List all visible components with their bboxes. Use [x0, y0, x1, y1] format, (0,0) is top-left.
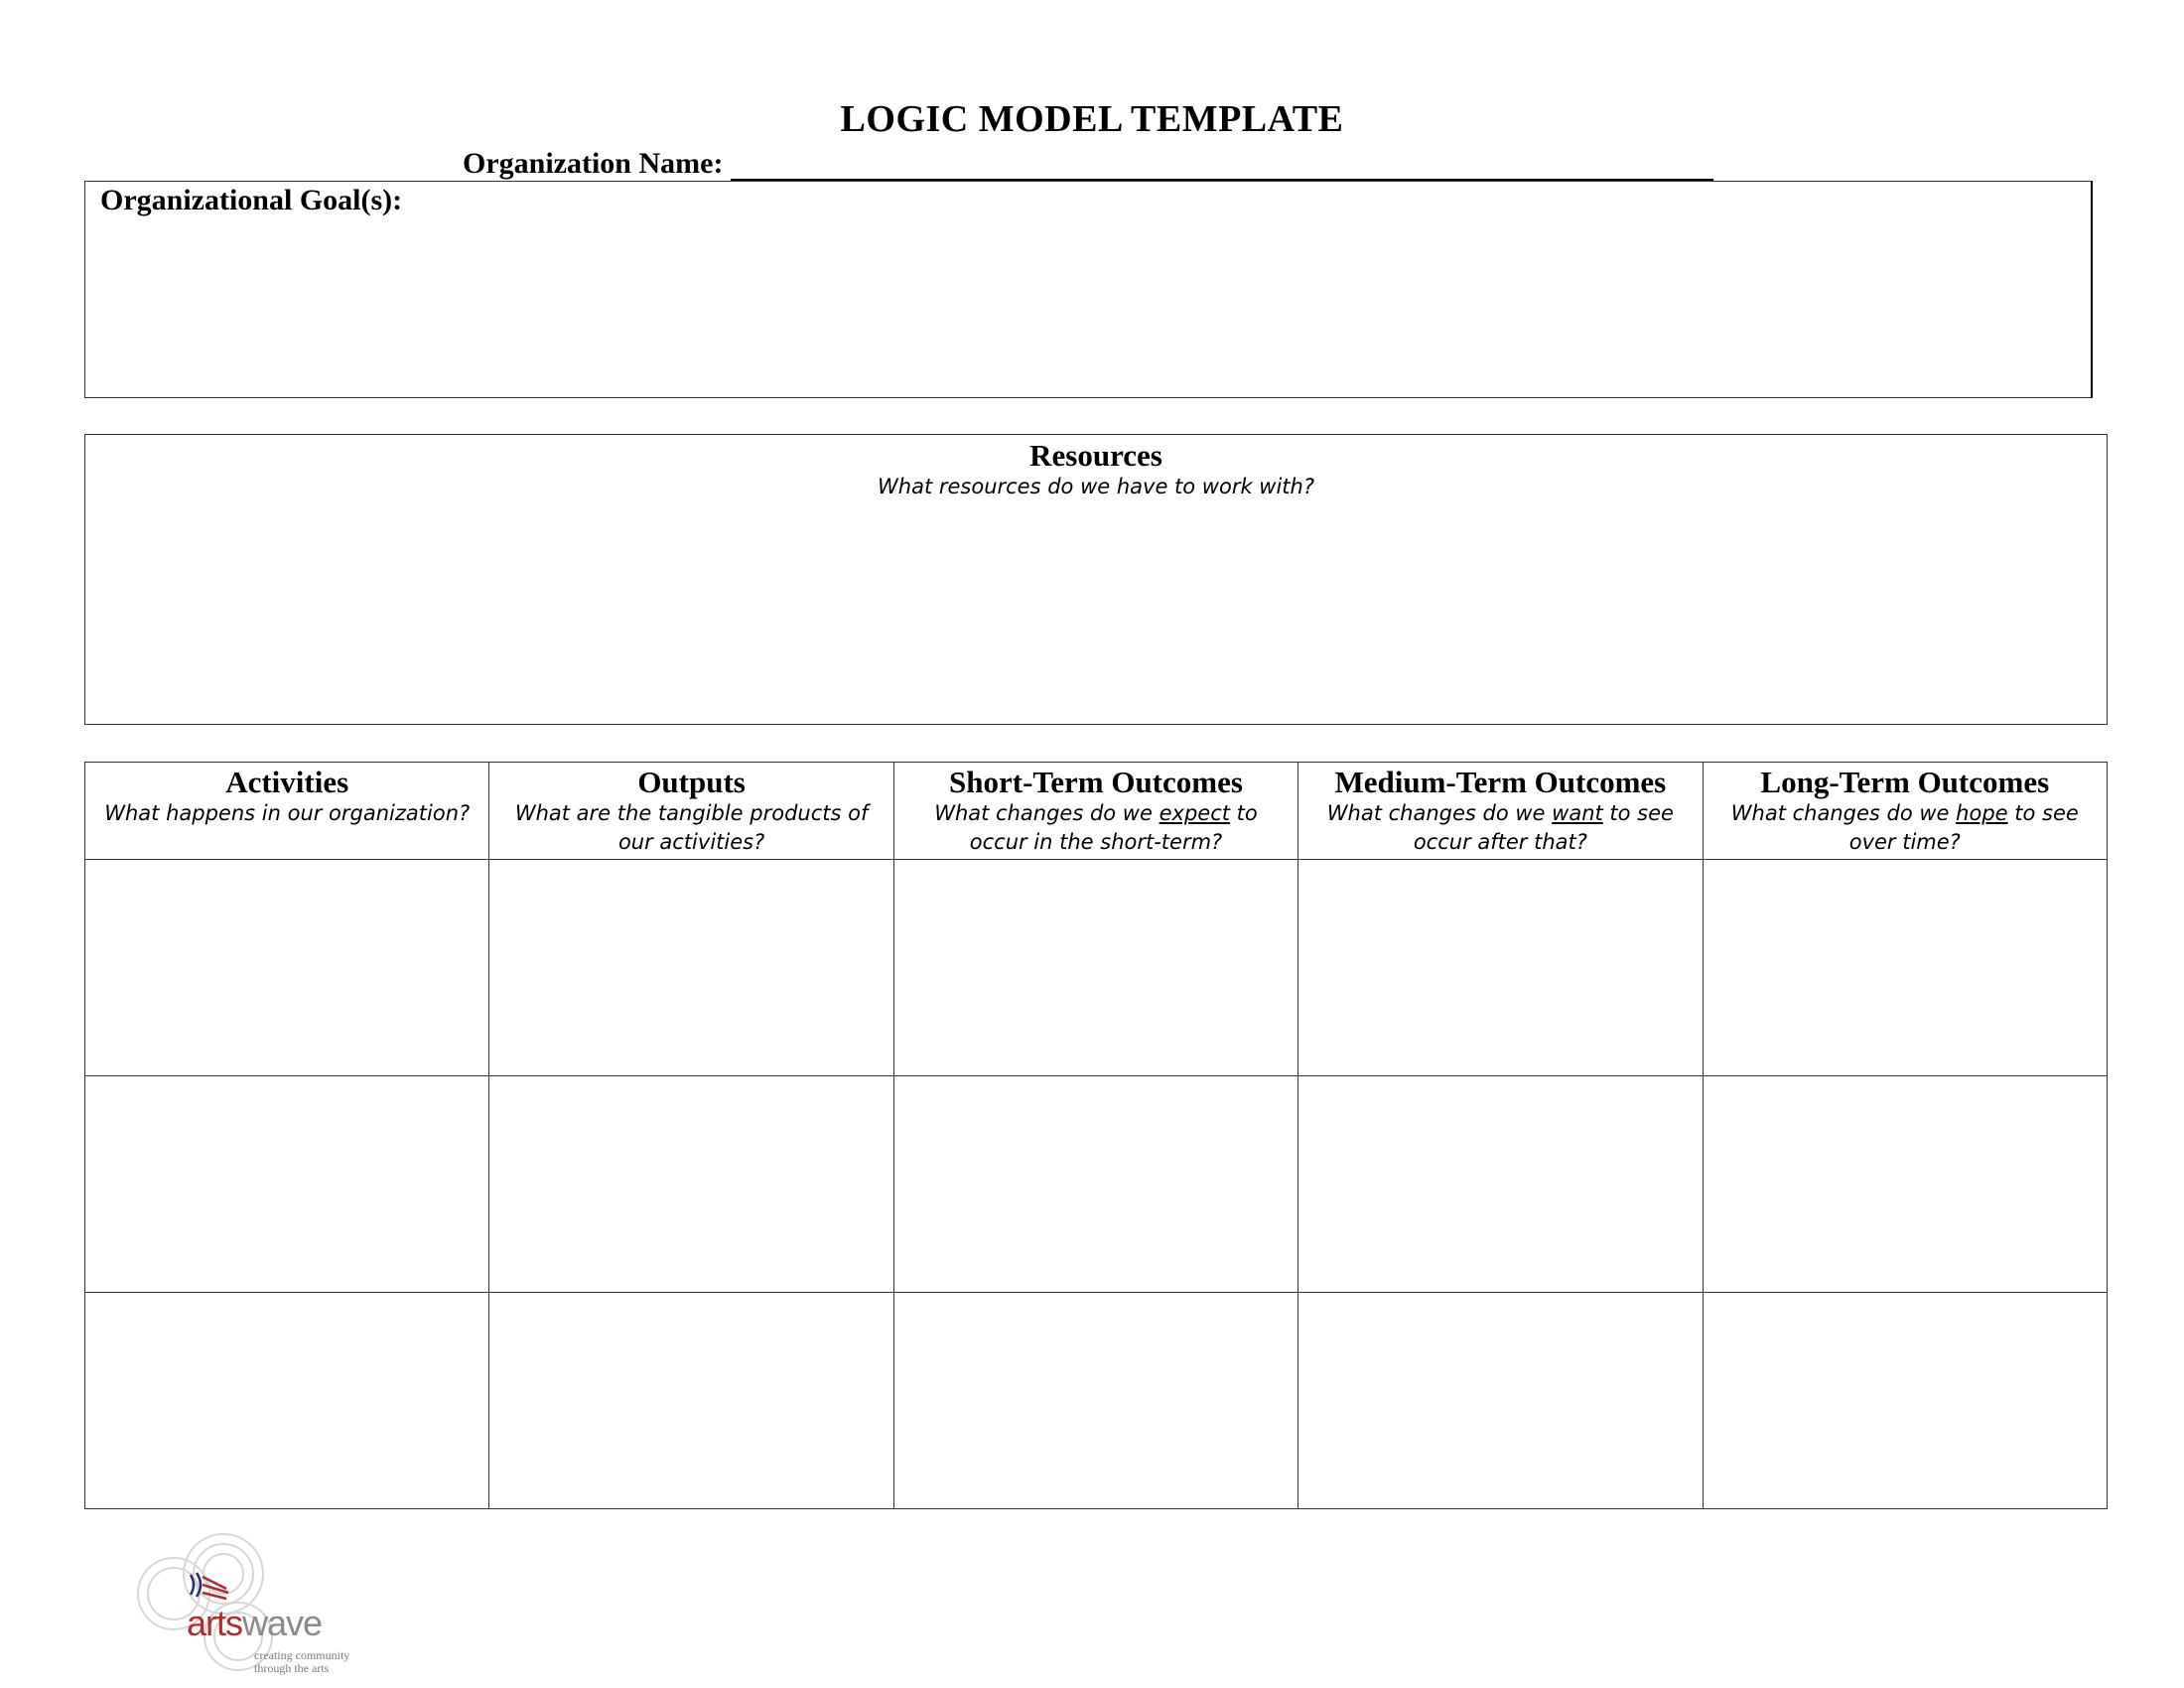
resources-box[interactable] [84, 434, 2108, 725]
organization-name-row [463, 147, 1713, 181]
logo-tagline: creating community through the arts [254, 1648, 350, 1675]
logo-wordmark: artswave [187, 1603, 323, 1643]
table-cell[interactable] [85, 1076, 489, 1293]
table-cell[interactable] [1298, 1293, 1703, 1509]
table-cell[interactable] [489, 860, 893, 1076]
column-subtitle: What changes do we want to see occur after that? [1326, 801, 1674, 854]
table-cell[interactable] [489, 1293, 893, 1509]
table-cell[interactable] [1703, 860, 2107, 1076]
logic-model-table [84, 762, 2108, 1509]
resources-subtitle: What resources do we have to work with? [878, 475, 1314, 498]
column-title: Long-Term Outcomes [1760, 765, 2050, 799]
table-row [85, 860, 2108, 1076]
organization-name-field[interactable] [731, 149, 1713, 181]
column-title: Outputs [637, 765, 746, 799]
column-subtitle: What changes do we expect to occur in the short-term? [934, 801, 1258, 854]
table-cell[interactable] [1703, 1293, 2107, 1509]
table-cell[interactable] [1298, 860, 1703, 1076]
table-cell[interactable] [893, 860, 1297, 1076]
table-cell[interactable] [893, 1076, 1297, 1293]
resources-title: Resources [1029, 438, 1162, 473]
table-cell[interactable] [85, 1293, 489, 1509]
column-subtitle: What happens in our organization? [104, 801, 471, 825]
page-title: LOGIC MODEL TEMPLATE [840, 98, 1344, 140]
column-header-medium-term-outcomes [1298, 763, 1703, 860]
table-cell[interactable] [1298, 1076, 1703, 1293]
organizational-goals-label: Organizational Goal(s): [100, 184, 403, 216]
column-header-outputs [489, 763, 893, 860]
column-header-long-term-outcomes [1703, 763, 2107, 860]
column-subtitle: What changes do we hope to see over time? [1730, 801, 2079, 854]
column-header-activities [85, 763, 489, 860]
column-header-short-term-outcomes [893, 763, 1297, 860]
table-cell[interactable] [85, 860, 489, 1076]
table-cell[interactable] [489, 1076, 893, 1293]
organization-name-label: Organization Name: [463, 147, 724, 180]
table-row [85, 1293, 2108, 1509]
column-subtitle: What are the tangible products of our activities? [514, 801, 869, 854]
table-cell[interactable] [1703, 1076, 2107, 1293]
table-row [85, 1076, 2108, 1293]
column-title: Medium-Term Outcomes [1334, 765, 1667, 799]
column-title: Activities [225, 765, 349, 799]
organizational-goals-box[interactable] [84, 181, 2093, 398]
artswave-logo [129, 1519, 367, 1678]
table-cell[interactable] [893, 1293, 1297, 1509]
table-header-row [85, 763, 2108, 860]
column-title: Short-Term Outcomes [949, 765, 1243, 799]
